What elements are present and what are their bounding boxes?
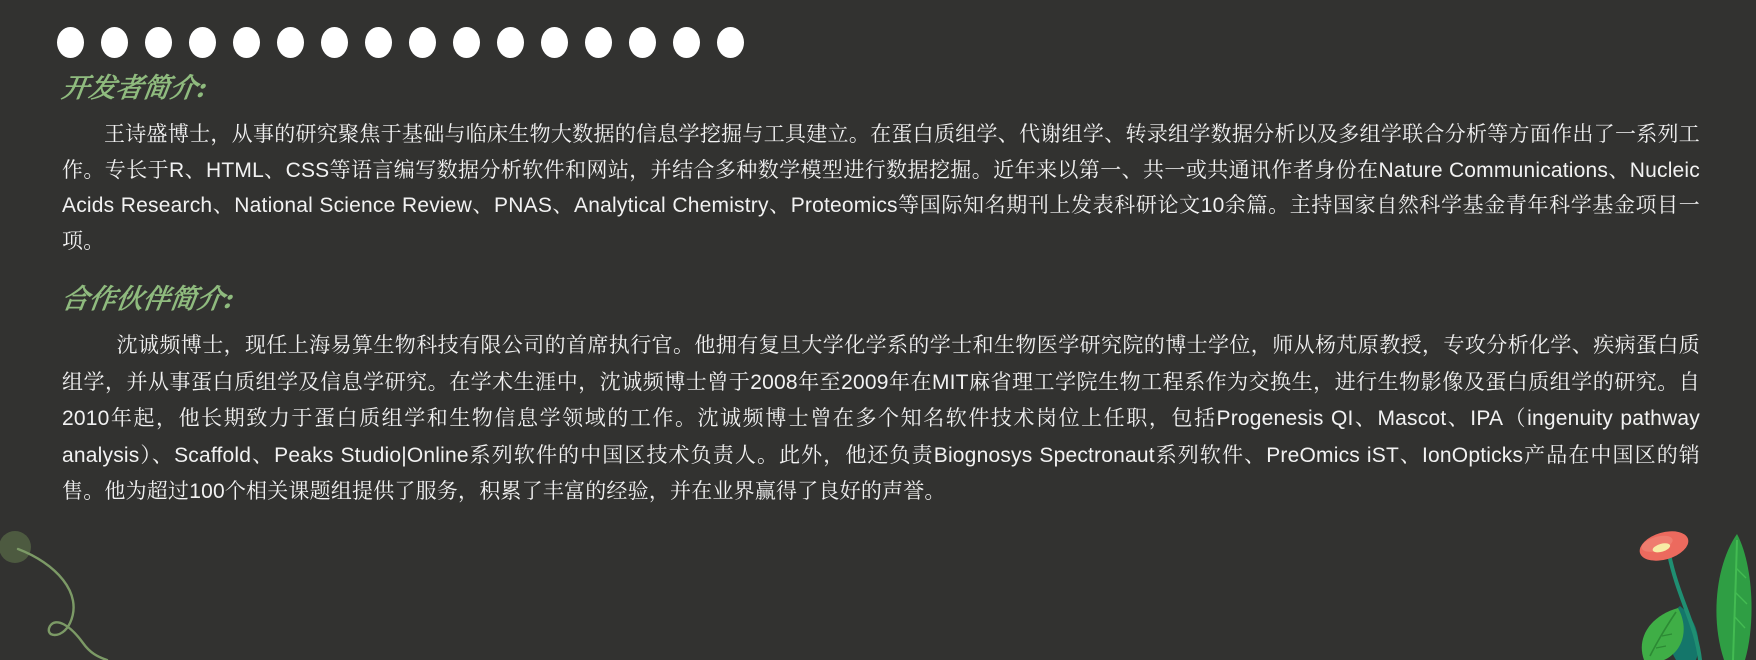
binder-hole [717,27,744,58]
binder-hole [673,27,700,58]
developer-heading-text: 开发者简介: [59,73,210,104]
binder-hole [409,27,436,58]
binder-hole [233,27,260,58]
binder-hole [629,27,656,58]
binder-hole [145,27,172,58]
flower-icon [1636,526,1692,566]
binder-hole [585,27,612,58]
partner-section-heading [59,283,1700,317]
slide-content [0,62,1756,511]
vine-illustration [0,485,130,660]
binder-hole [57,27,84,58]
binder-hole [541,27,568,58]
partner-intro-paragraph: 沈诚频博士，现任上海易算生物科技有限公司的首席执行官。他拥有复旦大学化学系的学士和生物医学研究院的博士学位，师从杨芃原教授，专攻分析化学、疾病蛋白质组学，并从事蛋白质组学及信息学研究。在学术生涯中，沈诚频博士曾于2008年至2009年在MIT麻省理工学院生物工程系作为交换生，进行生物影像及蛋白质组学的研究。自2010年起，他长期致力于蛋白质组学和生物信息学领域的工作。沈诚频博士曾在多个知名软件技术岗位上任职，包括Progenesis QI、Mascot、IPA（ingenuity pathway analysis）、Scaffold、Peaks Studio|Online系列软件的中国区技术负责人。此外，他还负责Biognosys Spectronaut系列软件、PreOmics iST、IonOpticks产品在中国区的销售。他为超过100个相关课题组提供了服务，积累了丰富的经验，并在业界赢得了良好的声誉。 [62,334,1700,503]
flower-plant-illustration [1606,520,1756,660]
binder-hole [365,27,392,58]
binder-hole [277,27,304,58]
binder-holes-row [57,27,744,58]
developer-intro-paragraph: 王诗盛博士，从事的研究聚焦于基础与临床生物大数据的信息学挖掘与工具建立。在蛋白质组学、代谢组学、转录组学数据分析以及多组学联合分析等方面作出了一系列工作。专长于R、HTML、CSS等语言编写数据分析软件和网站，并结合多种数学模型进行数据挖掘。近年来以第一、共一或共通讯作者身份在Nature Communications、Nucleic Acids Research、National Science Review、PNAS、Analytical Chemistry、Proteomics等国际知名期刊上发表科研论文10余篇。主持国家自然科学基金青年科学基金项目一项。 [62,123,1700,253]
binder-hole [321,27,348,58]
binder-hole [453,27,480,58]
binder-hole [101,27,128,58]
developer-section-heading [59,72,1700,106]
binder-hole [189,27,216,58]
binder-hole [497,27,524,58]
partner-heading-text: 合作伙伴简介: [59,284,237,315]
